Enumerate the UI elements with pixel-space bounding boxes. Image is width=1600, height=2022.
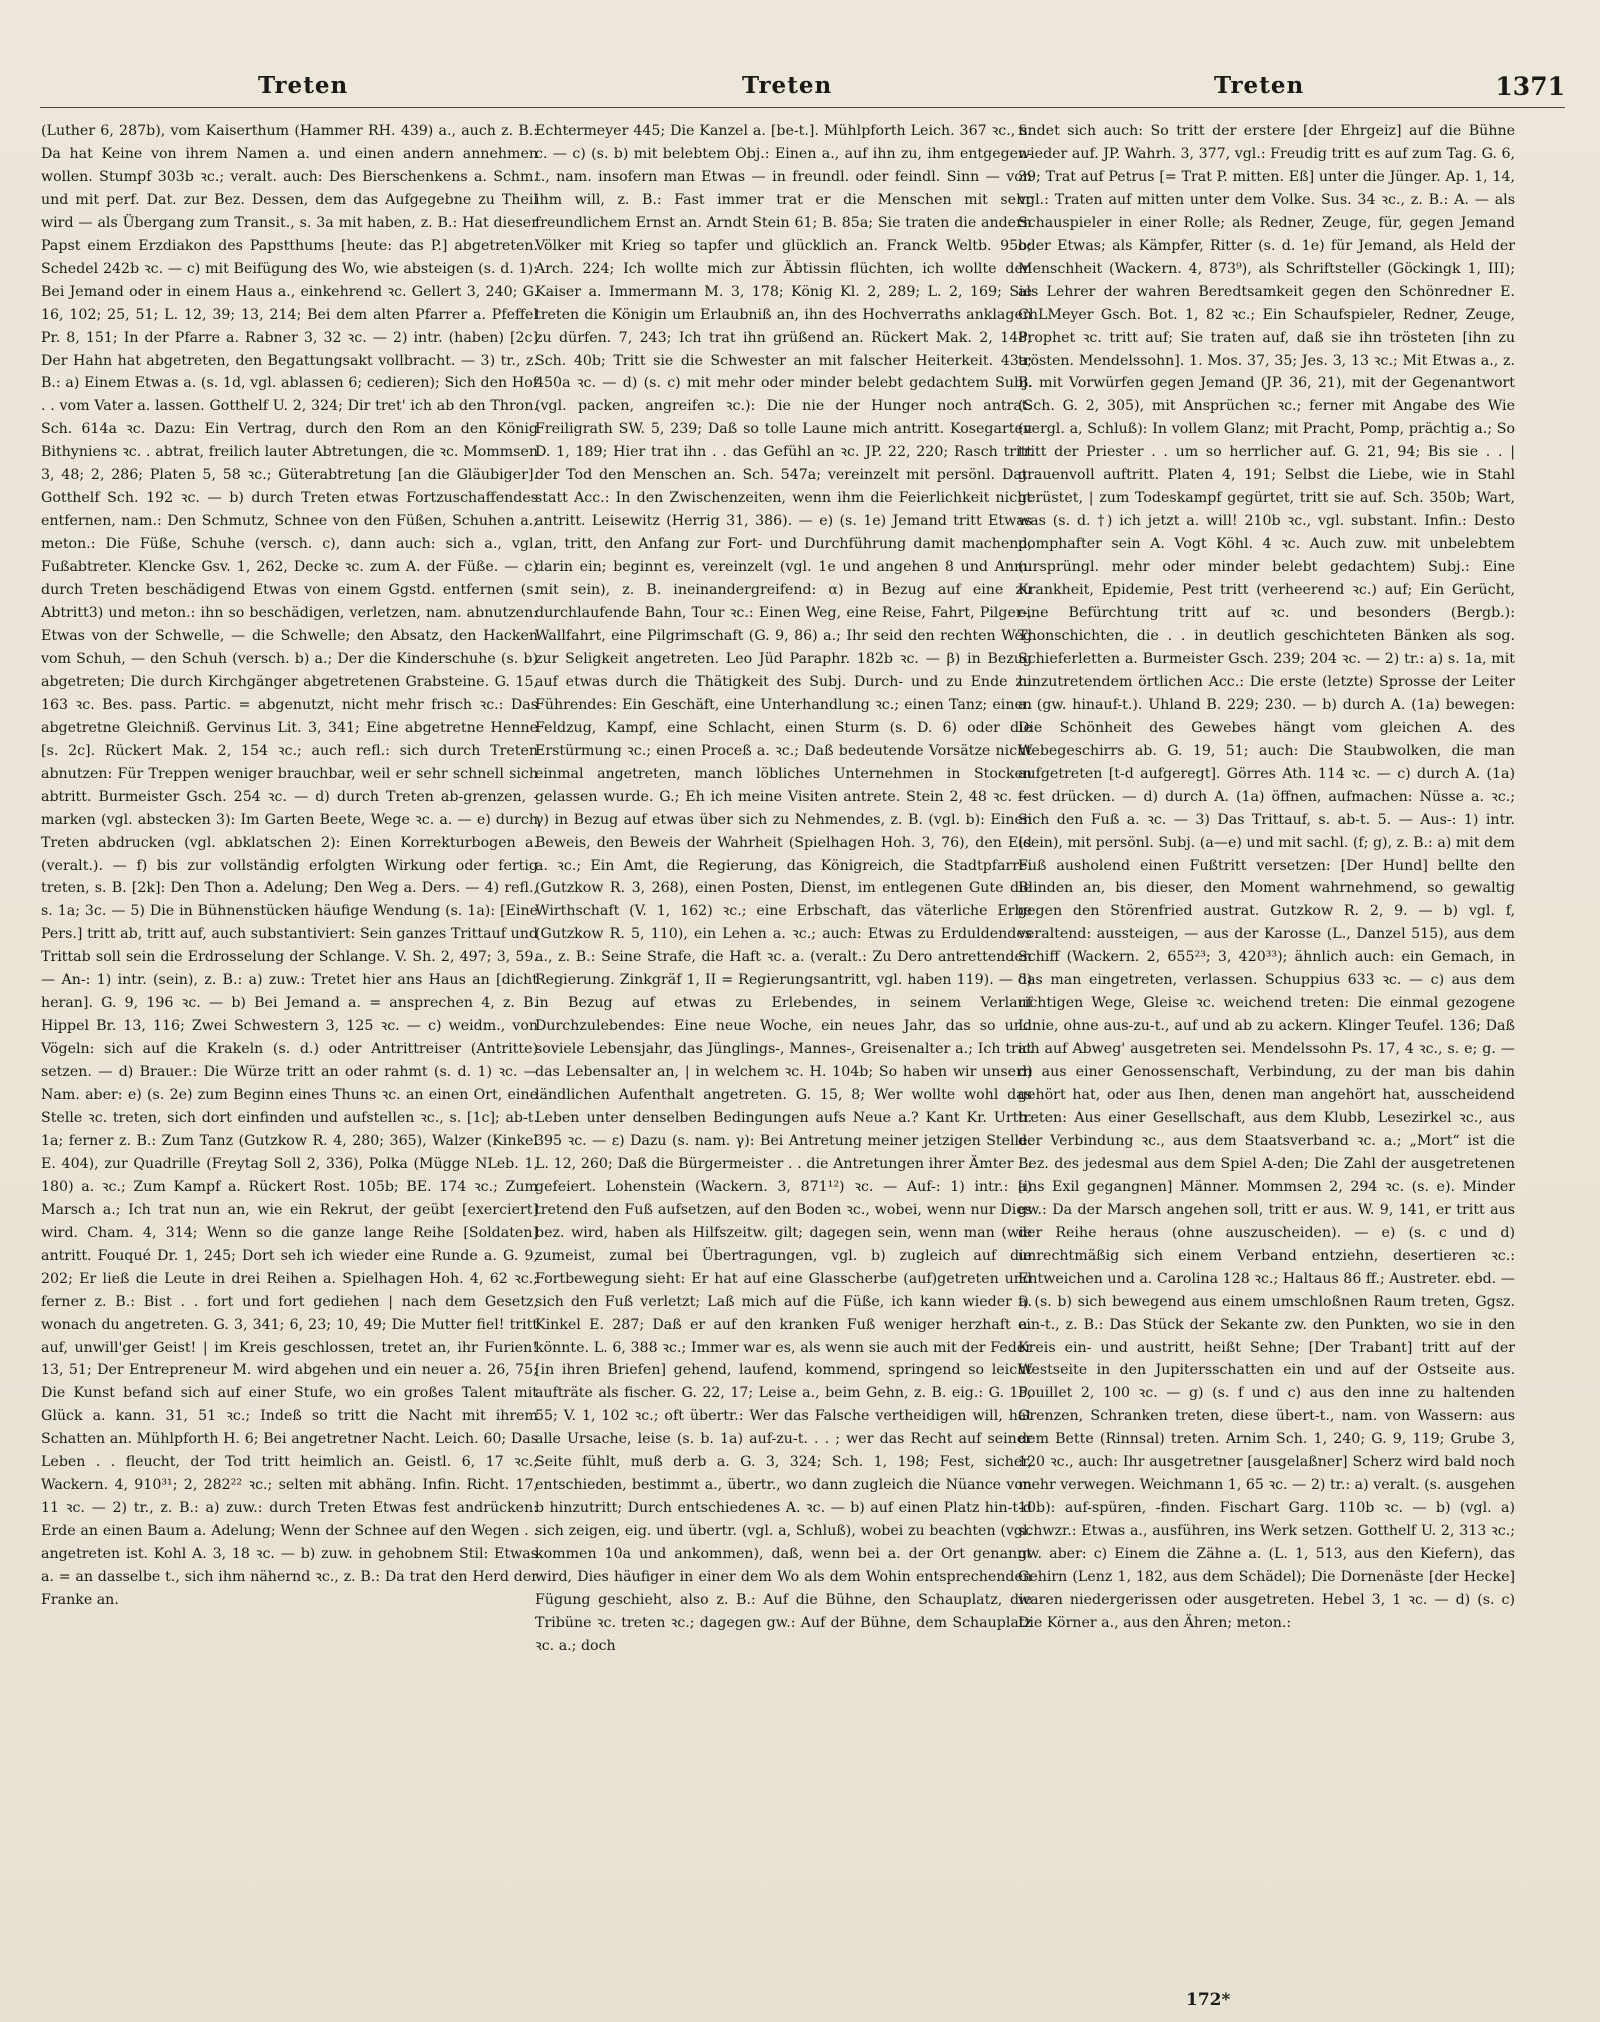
header-right-catchword: Treten <box>1214 72 1305 99</box>
header-left-catchword: Treten <box>258 72 349 99</box>
text-column-right <box>1018 120 1515 1635</box>
column-text: (Luther 6, 287b), vom Kaiserthum (Hammer RH. 439) a., auch z. B.: Da hat Keine von ihrem Namen a. und einen andern annehmen wollen. Stumpf 303b ꝛc.; veralt. auch: Des Bierschenkens a. Schm. und mit perf. Dat. zur Bez. Dessen, dem das Aufgegebne zu Theil wird — als Übergang zum Transit., s. 3a mit haben, z. B.: Hat dieser Papst einem Erzdiakon des Papstthums [heute: das P.] abgetreten. Schedel 242b ꝛc. — c) mit Beifügung des Wo, wie absteigen (s. d. 1): Bei Jemand oder in einem Haus a., einkehrend ꝛc. Gellert 3, 240; G. 16, 102; 25, 51; L. 12, 39; 13, 214; Bei dem alten Pfarrer a. Pfeffel Pr. 8, 151; In der Pfarre a. Rabner 3, 32 ꝛc. — 2) intr. (haben) [2c] Der Hahn hat abgetreten, den Begattungsakt vollbracht. — 3) tr., z. B.: a) Einem Etwas a. (s. 1d, vgl. ablassen 6; cedieren); Sich den Hof . . vom Vater a. lassen. Gotthelf U. 2, 324; Dir tret' ich ab den Thron. Sch. 614a ꝛc. Dazu: Ein Vertrag, durch den Rom an den König Bithyniens ꝛc. . abtrat, freilich lauter Abtretungen, die ꝛc. Mommsen 3, 48; 2, 286; Platen 5, 58 ꝛc.; Güterabtretung [an die Gläubiger]. Gotthelf Sch. 192 ꝛc. — b) durch Treten etwas Fortzuschaffendes entfernen, nam.: Den Schmutz, Schnee von den Füßen, Schuhen a.; meton.: Die Füße, Schuhe (versch. c), dann auch: sich a., vgl. Fußabtreter. Klencke Gsv. 1, 262, Decke ꝛc. zum A. der Füße. — c) durch Treten beschädigend Etwas von einem Ggstd. entfernen (s. Abtritt3) und meton.: ihn so beschädigen, verletzen, nam. abnutzen: Etwas von der Schwelle, — die Schwelle; den Absatz, den Hacken vom Schuh, — den Schuh (versch. b) a.; Der die Kinderschuhe (s. b) abgetreten; Die durch Kirchgänger abgetretenen Grabsteine. G. 15, 163 ꝛc. Bes. pass. Partic. = abgenutzt, nicht mehr frisch ꝛc.: Das abgetretne Gleichniß. Gervinus Lit. 3, 341; Eine abgetretne Henne [s. 2c]. Rückert Mak. 2, 154 ꝛc.; auch refl.: sich durch Treten abnutzen: Für Treppen weniger brauchbar, weil er sehr schnell sich abtritt. Burmeister Gsch. 254 ꝛc. — d) durch Treten ab-grenzen, -marken (vgl. abstecken 3): Im Garten Beete, Wege ꝛc. a. — e) durch Treten abdrucken (vgl. abklatschen 2): Einen Korrekturbogen a. (veralt.). — f) bis zur vollständig erfolgten Wirkung oder fertig treten, s. B. [2k]: Den Thon a. Adelung; Den Weg a. Ders. — 4) refl., s. 1a; 3c. — 5) Die in Bühnenstücken häufige Wendung (s. 1a): [Eine Pers.] tritt ab, tritt auf, auch substantiviert: Sein ganzes Trittauf und Trittab soll sein die Erdrosselung der Schlange. V. Sh. 2, 497; 3, 59. — An-: 1) intr. (sein), z. B.: a) zuw.: Tretet hier ans Haus an [dicht heran]. G. 9, 196 ꝛc. — b) Bei Jemand a. = ansprechen 4, z. B. Hippel Br. 13, 116; Zwei Schwestern 3, 125 ꝛc. — c) weidm., von Vögeln: sich auf die Krakeln (s. d.) oder Antrittreiser (Antritte) setzen. — d) Brauer.: Die Würze tritt an oder rahmt (s. d. 1) ꝛc. — Nam. aber: e) (s. 2e) zum Beginn eines Thuns ꝛc. an einen Ort, eine Stelle ꝛc. treten, sich dort einfinden und aufstellen ꝛc., s. [1c]; ab-t. 1a; ferner z. B.: Zum Tanz (Gutzkow R. 4, 280; 365), Walzer (Kinkel E. 404), zur Quadrille (Freytag Soll 2, 336), Polka (Mügge NLeb. 1, 180) a. ꝛc.; Zum Kampf a. Rückert Rost. 105b; BE. 174 ꝛc.; Zum Marsch a.; Ich trat nun an, wie ein Rekrut, der geübt [exerciert] wird. Cham. 4, 314; Wenn so die ganze lange Reihe [Soldaten] antritt. Fouqué Dr. 1, 245; Dort seh ich wieder eine Runde a. G. 9, 202; Er ließ die Leute in drei Reihen a. Spielhagen Hoh. 4, 62 ꝛc.; ferner z. B.: Bist . . fort und fort gediehen | nach dem Gesetz, wonach du angetreten. G. 3, 341; 6, 23; 10, 49; Die Mutter fiel! tritt auf, unwill'ger Geist! | im Kreis geschlossen, tretet an, ihr Furien! 13, 51; Der Entrepreneur M. wird abgehen und ein neuer a. 26, 75; Die Kunst befand sich auf einer Stufe, wo ein großes Talent mit Glück a. kann. 31, 51 ꝛc.; Indeß so tritt die Nacht mit ihrem Schatten an. Mühlpforth H. 6; Bei angetretner Nacht. Leich. 60; Das Leben . . fleucht, der Tod tritt heimlich an. Geistl. 6, 17 ꝛc.; Wackern. 4, 910³¹; 2, 282²² ꝛc.; selten mit abhäng. Infin. Richt. 17, 11 ꝛc. — 2) tr., z. B.: a) zuw.: durch Treten Etwas fest andrücken: Erde an einen Baum a. Adelung; Wenn der Schnee auf den Wegen . . angetreten ist. Kohl A. 3, 18 ꝛc. — b) zuw. in gehobnem Stil: Etwas a. = an dasselbe t., sich ihm nähernd ꝛc., z. B.: Da trat den Herd der Franke an. <box>41 123 538 1608</box>
signature-mark: 172* <box>1186 1990 1231 2010</box>
page-number: 1371 <box>1495 72 1565 101</box>
text-column-middle <box>535 120 1032 1658</box>
column-text: Echtermeyer 445; Die Kanzel a. [be-t.]. Mühlpforth Leich. 367 ꝛc., s. c. — c) (s. b) mit belebtem Obj.: Einen a., auf ihn zu, ihm entgegen-t., nam. insofern man Etwas — in freundl. oder feindl. Sinn — von ihm will, z. B.: Fast immer trat er die Menschen mit sehr freundlichem Ernst an. Arndt Stein 61; B. 85a; Sie traten die andern Völker mit Krieg so tapfer und glücklich an. Franck Weltb. 95b; Arch. 224; Ich wollte mich zur Äbtissin flüchten, ich wollte den Kaiser a. Immermann M. 3, 178; König Kl. 2, 289; L. 2, 169; Sie treten die Königin um Erlaubniß an, ihn des Hochverraths anklagen zu dürfen. 7, 243; Ich trat ihn grüßend an. Rückert Mak. 2, 148; Sch. 40b; Tritt sie die Schwester an mit falscher Heiterkeit. 43a; 450a ꝛc. — d) (s. c) mit mehr oder minder belebt gedachtem Subj. (vgl. packen, angreifen ꝛc.): Die nie der Hunger noch antrat. Freiligrath SW. 5, 239; Daß so tolle Laune mich antritt. Kosegarten D. 1, 189; Hier trat ihn . . das Gefühl an ꝛc. JP. 22, 220; Rasch tritt der Tod den Menschen an. Sch. 547a; vereinzelt mit persönl. Dat. statt Acc.: In den Zwischenzeiten, wenn ihm die Feierlichkeit nicht antritt. Leisewitz (Herrig 31, 386). — e) (s. 1e) Jemand tritt Etwas an, tritt, den Anfang zur Fort- und Durchführung damit machend, darin ein; beginnt es, vereinzelt (vgl. 1e und angehen 8 und Anm. mit sein), z. B. ineinandergreifend: α) in Bezug auf eine zu durchlaufende Bahn, Tour ꝛc.: Einen Weg, eine Reise, Fahrt, Pilger-, Wallfahrt, eine Pilgrimschaft (G. 9, 86) a.; Ihr seid den rechten Weg zur Seligkeit angetreten. Leo Jüd Paraphr. 182b ꝛc. — β) in Bezug auf etwas durch die Thätigkeit des Subj. Durch- und zu Ende zu Führendes: Ein Geschäft, eine Unterhandlung ꝛc.; einen Tanz; einen Feldzug, Kampf, eine Schlacht, einen Sturm (s. D. 6) oder die Erstürmung ꝛc.; einen Proceß a. ꝛc.; Daß bedeutende Vorsätze nicht einmal angetreten, manch löbliches Unternehmen in Stocken gelassen wurde. G.; Eh ich meine Visiten antrete. Stein 2, 48 ꝛc. — γ) in Bezug auf etwas über sich zu Nehmendes, z. B. (vgl. b): Einen Beweis, den Beweis der Wahrheit (Spielhagen Hoh. 3, 76), den Eid a. ꝛc.; Ein Amt, die Regierung, das Königreich, die Stadtpfarrei (Gutzkow R. 3, 268), einen Posten, Dienst, im entlegenen Gute die Wirthschaft (V. 1, 162) ꝛc.; eine Erbschaft, das väterliche Erbe (Gutzkow R. 5, 110), ein Lehen a. ꝛc.; auch: Etwas zu Erduldendes a., z. B.: Seine Strafe, die Haft ꝛc. a. (veralt.: Zu Dero antrettenden Regierung. Zinkgräf 1, II = Regierungsantritt, vgl. haben 119). — δ) in Bezug auf etwas zu Erlebendes, in seinem Verlauf Durchzulebendes: Eine neue Woche, ein neues Jahr, das so und soviele Lebensjahr, das Jünglings-, Mannes-, Greisenalter a.; Ich trat das Lebensalter an, | in welchem ꝛc. H. 104b; So haben wir unsern ländlichen Aufenthalt angetreten. G. 15, 8; Wer wollte wohl das Leben unter denselben Bedingungen aufs Neue a.? Kant Kr. Urth. 395 ꝛc. — ε) Dazu (s. nam. γ): Bei Antretung meiner jetzigen Stelle. L. 12, 260; Daß die Bürgermeister . . die Antretungen ihrer Ämter . . gefeiert. Lohenstein (Wackern. 3, 871¹²) ꝛc. — Auf-: 1) intr.: a) tretend den Fuß aufsetzen, auf den Boden ꝛc., wobei, wenn nur Dies bez. wird, haben als Hilfszeitw. gilt; dagegen sein, wenn man (wie zumeist, zumal bei Übertragungen, vgl. b) zugleich auf die Fortbewegung sieht: Er hat auf eine Glasscherbe (auf)getreten und sich den Fuß verletzt; Laß mich auf die Füße, ich kann wieder a. Kinkel E. 287; Daß er auf den kranken Fuß weniger herzhaft a. könnte. L. 6, 388 ꝛc.; Immer war es, als wenn sie auch mit der Feder [in ihren Briefen] gehend, laufend, kommend, springend so leicht aufträte als fischer. G. 22, 17; Leise a., beim Gehn, z. B. eig.: G. 15, 55; V. 1, 102 ꝛc.; oft übertr.: Wer das Falsche vertheidigen will, hat alle Ursache, leise (s. b. 1a) auf-zu-t. . . ; wer das Recht auf seiner Seite fühlt, muß derb a. G. 3, 324; Sch. 1, 198; Fest, sicher, entschieden, bestimmt a., übertr., wo dann zugleich die Nüance von b hinzutritt; Durch entschiedenes A. ꝛc. — b) auf einen Platz hin-t-d sich zeigen, eig. und übertr. (vgl. a, Schluß), wobei zu beachten (vgl. kommen 10a und ankommen), daß, wenn bei a. der Ort genannt wird, Dies häufiger in einer dem Wo als dem Wohin entsprechenden Fügung geschieht, also z. B.: Auf die Bühne, den Schauplatz, die Tribüne ꝛc. treten ꝛc.; dagegen gw.: Auf der Bühne, dem Schauplatz ꝛc. a.; doch <box>535 123 1032 1654</box>
header-center-catchword: Treten <box>742 72 833 99</box>
running-header <box>40 72 1565 108</box>
header-rule <box>40 107 1565 108</box>
text-column-left <box>41 120 538 1612</box>
column-text: findet sich auch: So tritt der erstere [der Ehrgeiz] auf die Bühne wieder auf. JP. Wahrh. 3, 377, vgl.: Freudig tritt es auf zum Tag. G. 6, 39; Trat auf Petrus [= Trat P. mitten. Eß] unter die Jünger. Ap. 1, 14, vgl.: Traten auf mitten unter dem Volke. Sus. 34 ꝛc., z. B.: A. — als Schauspieler in einer Rolle; als Redner, Zeuge, für, gegen Jemand oder Etwas; als Kämpfer, Ritter (s. d. 1e) für Jemand, als Held der Menschheit (Wackern. 4, 873⁹), als Schriftsteller (Göckingk 1, III); als Lehrer der wahren Beredtsamkeit gegen den Schönredner E. ChLMeyer Gsch. Bot. 1, 82 ꝛc.; Ein Schaufspieler, Redner, Zeuge, Prophet ꝛc. tritt auf; Sie traten auf, daß sie ihn trösteten [ihn zu trösten. Mendelssohn]. 1. Mos. 37, 35; Jes. 3, 13 ꝛc.; Mit Etwas a., z. B. mit Vorwürfen gegen Jemand (JP. 36, 21), mit der Gegenantwort (Sch. G. 2, 305), mit Ansprüchen ꝛc.; ferner mit Angabe des Wie (vergl. a, Schluß): In vollem Glanz; mit Pracht, Pomp, prächtig a.; So tritt der Priester . . um so herrlicher auf. G. 21, 94; Bis sie . . | grauenvoll auftritt. Platen 4, 191; Selbst die Liebe, wie in Stahl gerüstet, | zum Todeskampf gegürtet, tritt sie auf. Sch. 350b; Wart, was (s. d. †) ich jetzt a. will! 210b ꝛc., vgl. substant. Infin.: Desto pomphafter sein A. Vogt Köhl. 4 ꝛc. Auch zuw. mit unbelebtem (ursprüngl. mehr oder minder belebt gedachtem) Subj.: Eine Krankheit, Epidemie, Pest tritt (verheerend ꝛc.) auf; Ein Gerücht, eine Befürchtung tritt auf ꝛc. und besonders (Bergb.): Thonschichten, die . . in deutlich geschichteten Bänken als sog. Schieferletten a. Burmeister Gsch. 239; 204 ꝛc. — 2) tr.: a) s. 1a, mit hinzutretendem örtlichen Acc.: Die erste (letzte) Sprosse der Leiter a. (gw. hinauf-t.). Uhland B. 229; 230. — b) durch A. (1a) bewegen: Die Schönheit des Gewebes hängt vom gleichen A. des Webegeschirrs ab. G. 19, 51; auch: Die Staubwolken, die man aufgetreten [t-d aufgeregt]. Görres Ath. 114 ꝛc. — c) durch A. (1a) fest drücken. — d) durch A. (1a) öffnen, aufmachen: Nüsse a. ꝛc.; Sich den Fuß a. ꝛc. — 3) Das Trittauf, s. ab-t. 5. — Aus-: 1) intr. (sein), mit persönl. Subj. (a—e) und mit sachl. (f; g), z. B.: a) mit dem Fuß ausholend einen Fußtritt versetzen: [Der Hund] bellte den Blinden an, bis dieser, den Moment wahrnehmend, so gewaltig gegen den Störenfried austrat. Gutzkow R. 2, 9. — b) vgl. f, veraltend: aussteigen, — aus der Karosse (L., Danzel 515), aus dem Schiff (Wackern. 2, 655²³; 3, 420³³); ähnlich auch: ein Gemach, in das man eingetreten, verlassen. Schuppius 633 ꝛc. — c) aus dem richtigen Wege, Gleise ꝛc. weichend treten: Die einmal gezogene Linie, ohne aus-zu-t., auf und ab zu ackern. Klinger Teufel. 136; Daß ich auf Abweg' ausgetreten sei. Mendelssohn Ps. 17, 4 ꝛc., s. e; g. — d) aus einer Genossenschaft, Verbindung, zu der man bis dahin gehört hat, oder aus Ihen, denen man angehört hat, ausscheidend treten: Aus einer Gesellschaft, aus dem Klubb, Lesezirkel ꝛc., aus der Verbindung ꝛc., aus dem Staatsverband ꝛc. a.; „Mort“ ist die Bez. des jedesmal aus dem Spiel A-den; Die Zahl der ausgetretenen [ins Exil gegangnen] Männer. Mommsen 2, 294 ꝛc. (s. e). Minder gw.: Da der Marsch angehen soll, tritt er aus. W. 9, 141, er tritt aus der Reihe heraus (ohne auszuscheiden). — e) (s. c und d) unrechtmäßig sich einem Verband entziehn, desertieren ꝛc.: Entweichen und a. Carolina 128 ꝛc.; Haltaus 86 ff.; Austreter. ebd. — f) (s. b) sich bewegend aus einem umschloßnen Raum treten, Ggsz. ein-t., z. B.: Das Stück der Sekante zw. den Punkten, wo sie in den Kreis ein- und austritt, heißt Sehne; [Der Trabant] tritt auf der Westseite in den Jupitersschatten ein und auf der Ostseite aus. Pouillet 2, 100 ꝛc. — g) (s. f und c) aus den inne zu haltenden Grenzen, Schranken treten, diese übert-t., nam. von Wassern: aus dem Bette (Rinnsal) treten. Arnim Sch. 1, 240; G. 9, 119; Grube 3, 120 ꝛc., auch: Ihr ausgetretner [ausgelaßner] Scherz wird bald noch mehr verwegen. Weichmann 1, 65 ꝛc. — 2) tr.: a) veralt. (s. ausgehen 10b): auf-spüren, -finden. Fischart Garg. 110b ꝛc. — b) (vgl. a) schwzr.: Etwas a., ausführen, ins Werk setzen. Gotthelf U. 2, 313 ꝛc.; gw. aber: c) Einem die Zähne a. (L. 1, 513, aus den Kiefern), das Gehirn (Lenz 1, 182, aus dem Schädel); Die Dornenäste [der Hecke] waren niedergerissen oder ausgetreten. Hebel 3, 1 ꝛc. — d) (s. c) Die Körner a., aus den Ähren; meton.: <box>1018 123 1515 1631</box>
